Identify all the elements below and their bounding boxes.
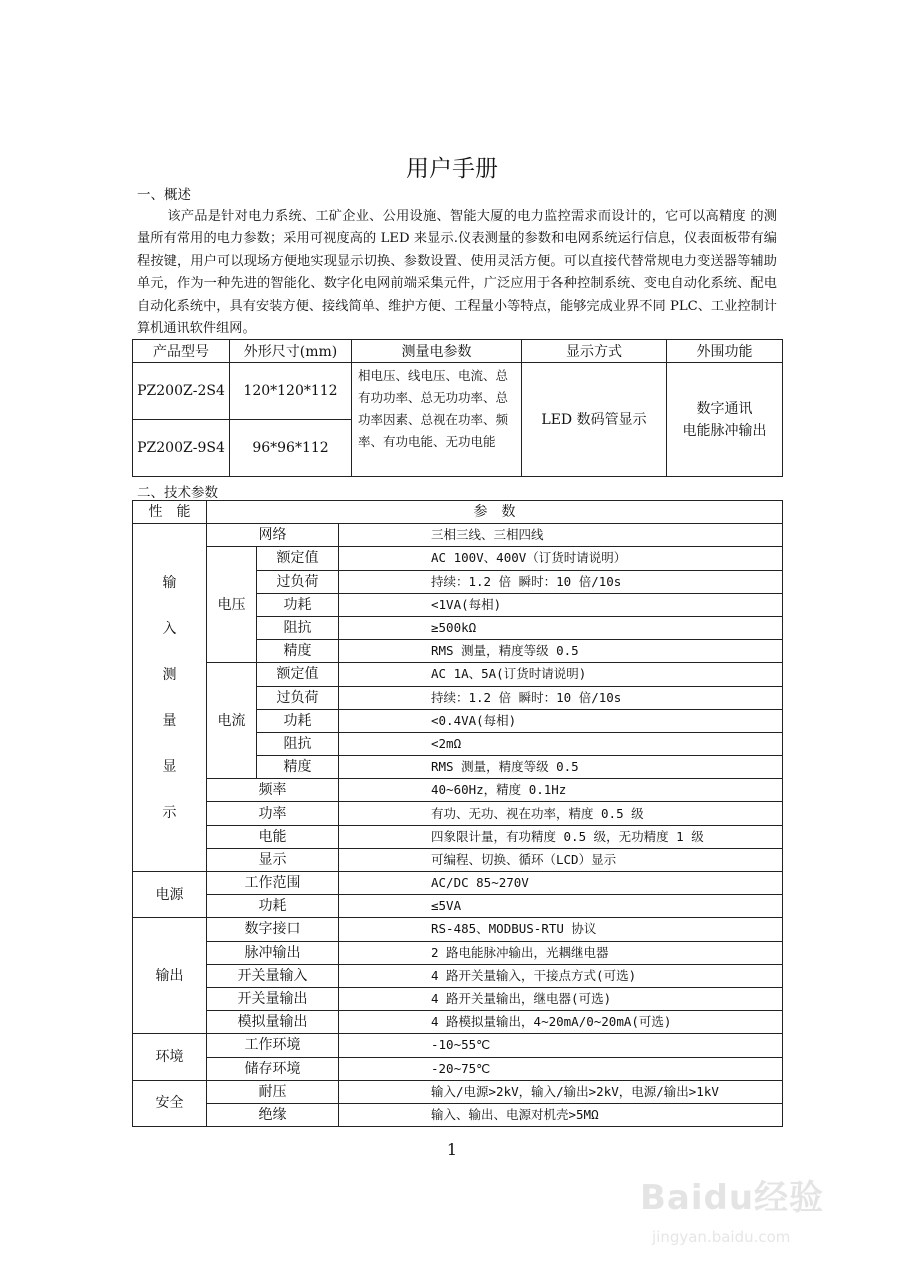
spec-item-value: 持续：1.2 倍 瞬时：10 倍/10s	[339, 570, 783, 593]
spec-row	[133, 1080, 783, 1103]
spec-item-value: 4 路开关量输入，干接点方式(可选)	[339, 964, 783, 987]
subgroup-label: 电流	[207, 663, 257, 779]
header-functions: 外围功能	[667, 340, 783, 363]
spec-row	[133, 848, 783, 871]
spec-item-value: <2mΩ	[339, 732, 783, 755]
product-size: 96*96*112	[230, 420, 352, 477]
spec-row	[133, 779, 783, 802]
spec-item-value: RS-485、MODBUS-RTU 协议	[339, 918, 783, 941]
watermark	[640, 1150, 870, 1270]
spec-item-name: 精度	[257, 640, 339, 663]
spec-item-value: ≤5VA	[339, 895, 783, 918]
spec-row	[133, 802, 783, 825]
group-label-char: 量	[162, 712, 177, 729]
spec-item-name: 额定值	[257, 663, 339, 686]
function-pulse: 电能脉冲输出	[682, 422, 767, 439]
spec-item-name: 显示	[207, 848, 339, 871]
spec-item-name: 额定值	[257, 547, 339, 570]
group-label-char: 测	[162, 666, 177, 683]
product-row	[133, 363, 783, 420]
group-label: 环境	[133, 1034, 207, 1080]
spec-item-name: 数字接口	[207, 918, 339, 941]
product-model: PZ200Z-2S4	[133, 363, 230, 420]
spec-item-value: 4 路模拟量输出，4~20mA/0~20mA(可选)	[339, 1011, 783, 1034]
spec-row	[133, 1034, 783, 1057]
spec-item-value: <0.4VA(每相)	[339, 709, 783, 732]
header-display: 显示方式	[522, 340, 667, 363]
spec-row	[133, 825, 783, 848]
spec-item-value: 持续：1.2 倍 瞬时：10 倍/10s	[339, 686, 783, 709]
spec-row	[133, 872, 783, 895]
spec-item-value: 4 路开关量输出，继电器(可选)	[339, 987, 783, 1010]
spec-row	[133, 964, 783, 987]
spec-row	[133, 524, 783, 547]
spec-item-value: 40~60Hz，精度 0.1Hz	[339, 779, 783, 802]
spec-item-value: -10~55℃	[339, 1034, 783, 1057]
spec-item-name: 电能	[207, 825, 339, 848]
spec-item-value: AC 100V、400V（订货时请说明）	[339, 547, 783, 570]
spec-item-name: 功耗	[207, 895, 339, 918]
product-size: 120*120*112	[230, 363, 352, 420]
spec-header-row	[133, 501, 783, 524]
group-label-input	[133, 524, 207, 872]
product-model: PZ200Z-9S4	[133, 420, 230, 477]
spec-item-name: 过负荷	[257, 570, 339, 593]
spec-header-parameters: 参 数	[207, 501, 783, 524]
spec-item-name: 工作范围	[207, 872, 339, 895]
spec-item-value: <1VA(每相)	[339, 593, 783, 616]
spec-item-name: 绝缘	[207, 1103, 339, 1126]
product-table-header	[133, 340, 783, 363]
spec-item-name: 过负荷	[257, 686, 339, 709]
header-params: 测量电参数	[352, 340, 522, 363]
spec-item-name: 开关量输出	[207, 987, 339, 1010]
spec-header-performance: 性 能	[133, 501, 207, 524]
spec-item-value: RMS 测量，精度等级 0.5	[339, 756, 783, 779]
spec-item-value: 三相三线、三相四线	[339, 524, 783, 547]
group-label: 安全	[133, 1080, 207, 1126]
spec-item-value: 可编程、切换、循环（LCD）显示	[339, 848, 783, 871]
spec-item-value: 输入/电源>2kV，输入/输出>2kV，电源/输出>1kV	[339, 1080, 783, 1103]
spec-item-value: ≥500kΩ	[339, 616, 783, 639]
spec-item-value: 2 路电能脉冲输出，光耦继电器	[339, 941, 783, 964]
page-number: 1	[446, 1140, 458, 1159]
spec-item-value: 有功、无功、视在功率，精度 0.5 级	[339, 802, 783, 825]
spec-row	[133, 895, 783, 918]
spec-item-name: 工作环境	[207, 1034, 339, 1057]
spec-row	[133, 1103, 783, 1126]
spec-item-name: 脉冲输出	[207, 941, 339, 964]
section-heading-specs: 二、技术参数	[137, 485, 218, 501]
spec-item-name: 阻抗	[257, 732, 339, 755]
spec-item-name: 模拟量输出	[207, 1011, 339, 1034]
spec-item-name: 开关量输入	[207, 964, 339, 987]
spec-row	[133, 1057, 783, 1080]
group-label-char: 示	[162, 804, 177, 821]
spec-row	[133, 663, 783, 686]
spec-row	[133, 987, 783, 1010]
function-comm: 数字通讯	[696, 400, 753, 417]
spec-item-value: -20~75℃	[339, 1057, 783, 1080]
product-table	[132, 339, 783, 477]
header-model: 产品型号	[133, 340, 230, 363]
watermark-logo: Baidu经验	[640, 1178, 825, 1218]
spec-item-name: 频率	[207, 779, 339, 802]
spec-item-name: 耐压	[207, 1080, 339, 1103]
group-label-char: 入	[162, 620, 177, 637]
spec-item-value: 四象限计量，有功精度 0.5 级，无功精度 1 级	[339, 825, 783, 848]
watermark-url: jingyan.baidu.com	[652, 1228, 791, 1246]
spec-item-value: RMS 测量，精度等级 0.5	[339, 640, 783, 663]
header-size: 外形尺寸(mm)	[230, 340, 352, 363]
subgroup-label: 电压	[207, 547, 257, 663]
measured-params: 相电压、线电压、电流、总有功功率、总无功功率、总功率因素、总视在功率、频率、有功电能、无功电能	[352, 363, 522, 477]
spec-item-name: 网络	[207, 524, 339, 547]
page-title: 用户手册	[406, 156, 498, 182]
section-heading-overview: 一、概述	[137, 187, 191, 203]
spec-row	[133, 918, 783, 941]
spec-item-name: 功耗	[257, 593, 339, 616]
spec-item-value: AC/DC 85~270V	[339, 872, 783, 895]
spec-item-name: 阻抗	[257, 616, 339, 639]
spec-item-name: 功率	[207, 802, 339, 825]
spec-table	[132, 500, 783, 1127]
spec-item-name: 储存环境	[207, 1057, 339, 1080]
intro-text: 该产品是针对电力系统、工矿企业、公用设施、智能大厦的电力监控需求而设计的，它可以高精度 的测量所有常用的电力参数；采用可视度高的 LED 来显示.仪表测量的参数和电网系统运行信息，仪表面板带有编程按键，用户可以现场方便地实现显示切换、参数设置、使用灵活方便。可以直接代替常规电力变送器等辅助单元，作为一种先进的智能化、数字化电网前端采集元件，广泛应用于各种控制系统、变电自动化系统、配电自动化系统中，具有安装方便、接线简单、维护方便、工程量小等特点，能够完成业界不同 PLC、工业控制计算机通讯软件组网。	[137, 209, 777, 337]
display-mode: LED 数码管显示	[522, 363, 667, 477]
spec-item-name: 功耗	[257, 709, 339, 732]
group-label: 电源	[133, 872, 207, 918]
spec-row	[133, 1011, 783, 1034]
intro-paragraph	[137, 206, 777, 340]
spec-item-name: 精度	[257, 756, 339, 779]
peripheral-functions	[667, 363, 783, 477]
spec-item-value: 输入、输出、电源对机壳>5MΩ	[339, 1103, 783, 1126]
group-label-char: 显	[162, 758, 177, 775]
spec-row	[133, 941, 783, 964]
spec-item-value: AC 1A、5A(订货时请说明)	[339, 663, 783, 686]
group-label-char: 输	[162, 574, 177, 591]
group-label: 输出	[133, 918, 207, 1034]
spec-row	[133, 547, 783, 570]
